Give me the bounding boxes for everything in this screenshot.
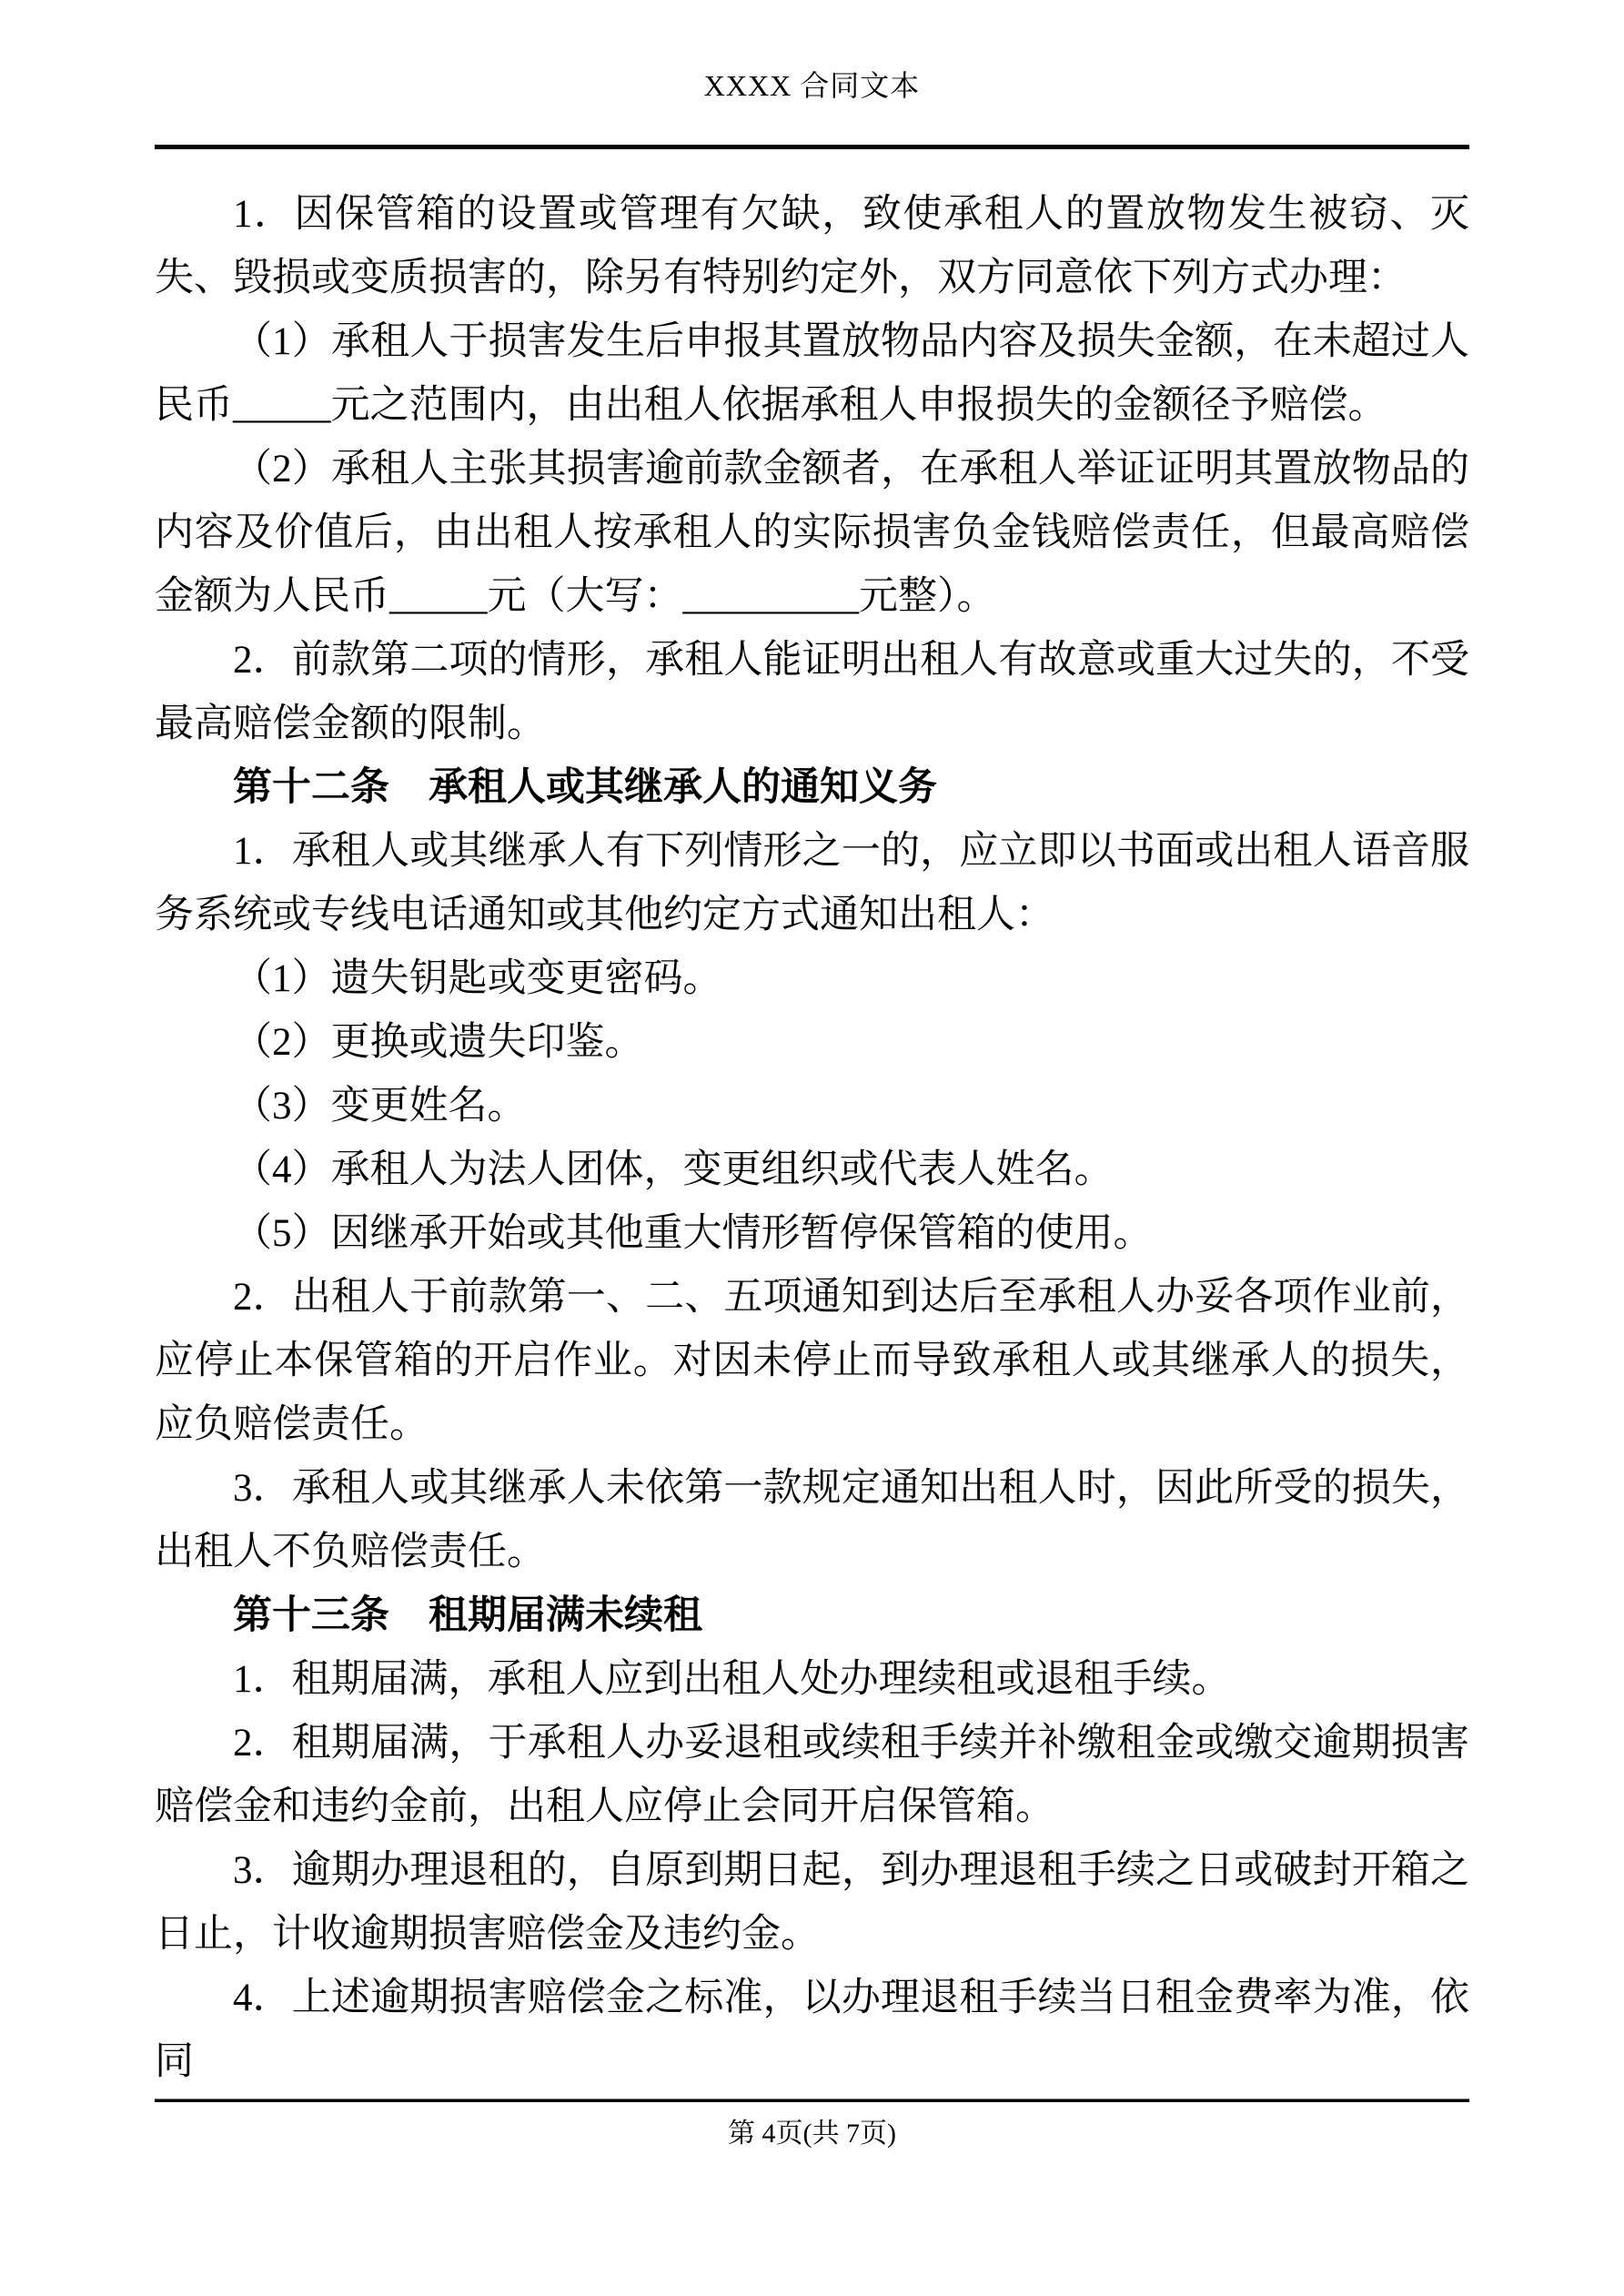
- contract-clause-paragraph: 2．前款第二项的情形，承租人能证明出租人有故意或重大过失的，不受最高赔偿金额的限制。: [155, 639, 1469, 745]
- contract-clause-paragraph: 2．出租人于前款第一、二、五项通知到达后至承租人办妥各项作业前，应停止本保管箱的开启作业。对因未停止而导致承租人或其继承人的损失，应负赔偿责任。: [155, 1276, 1469, 1446]
- document-header-title: XXXX 合同文本: [703, 69, 921, 102]
- contract-list-item: （2）更换或遗失印鉴。: [233, 1021, 644, 1064]
- contract-clause-paragraph: 2．租期届满，于承租人办妥退租或续租手续并补缴租金或缴交逾期损害赔偿金和违约金前，出租人应停止会同开启保管箱。: [155, 1722, 1469, 1828]
- page-number-indicator: 第 4页(共 7页): [728, 2119, 896, 2149]
- contract-list-item: （5）因继承开始或其他重大情形暂停保管箱的使用。: [233, 1212, 1153, 1255]
- contract-clause-paragraph: 1．因保管箱的设置或管理有欠缺，致使承租人的置放物发生被窃、灭失、毁损或变质损害的，除另有特别约定外，双方同意依下列方式办理：: [155, 193, 1469, 299]
- footer-divider-line: [155, 2099, 1469, 2102]
- contract-body: [155, 183, 1469, 2094]
- contract-clause-paragraph: 3．承租人或其继承人未依第一款规定通知出租人时，因此所受的损失，出租人不负赔偿责任。: [155, 1467, 1469, 1573]
- contract-clause-paragraph: 1．承租人或其继承人有下列情形之一的，应立即以书面或出租人语音服务系统或专线电话通知或其他约定方式通知出租人：: [155, 830, 1469, 936]
- contract-clause-paragraph: （2）承租人主张其损害逾前款金额者，在承租人举证证明其置放物品的内容及价值后，由出租人按承租人的实际损害负金钱赔偿责任，但最高赔偿金额为人民币_____元（大写：_________元整）。: [155, 448, 1469, 618]
- contract-clause-paragraph: 4．上述逾期损害赔偿金之标准，以办理退租手续当日租金费率为准，依同: [155, 1977, 1469, 2083]
- article-heading-13: 第十三条 租期届满未续租: [233, 1594, 702, 1637]
- contract-list-item: （1）遗失钥匙或变更密码。: [233, 957, 722, 1000]
- contract-clause-paragraph: （1）承租人于损害发生后申报其置放物品内容及损失金额，在未超过人民币_____元之范围内，由出租人依据承租人申报损失的金额径予赔偿。: [155, 320, 1469, 427]
- contract-clause-paragraph: 3．逾期办理退租的，自原到期日起，到办理退租手续之日或破封开箱之日止，计收逾期损害赔偿金及违约金。: [155, 1849, 1469, 1956]
- article-heading-12: 第十二条 承租人或其继承人的通知义务: [233, 766, 937, 809]
- contract-list-item: （3）变更姓名。: [233, 1085, 527, 1128]
- contract-clause-paragraph: 1．租期届满，承租人应到出租人处办理续租或退租手续。: [233, 1658, 1231, 1701]
- header-divider-line: [155, 145, 1469, 149]
- contract-list-item: （4）承租人为法人团体，变更组织或代表人姓名。: [233, 1148, 1114, 1191]
